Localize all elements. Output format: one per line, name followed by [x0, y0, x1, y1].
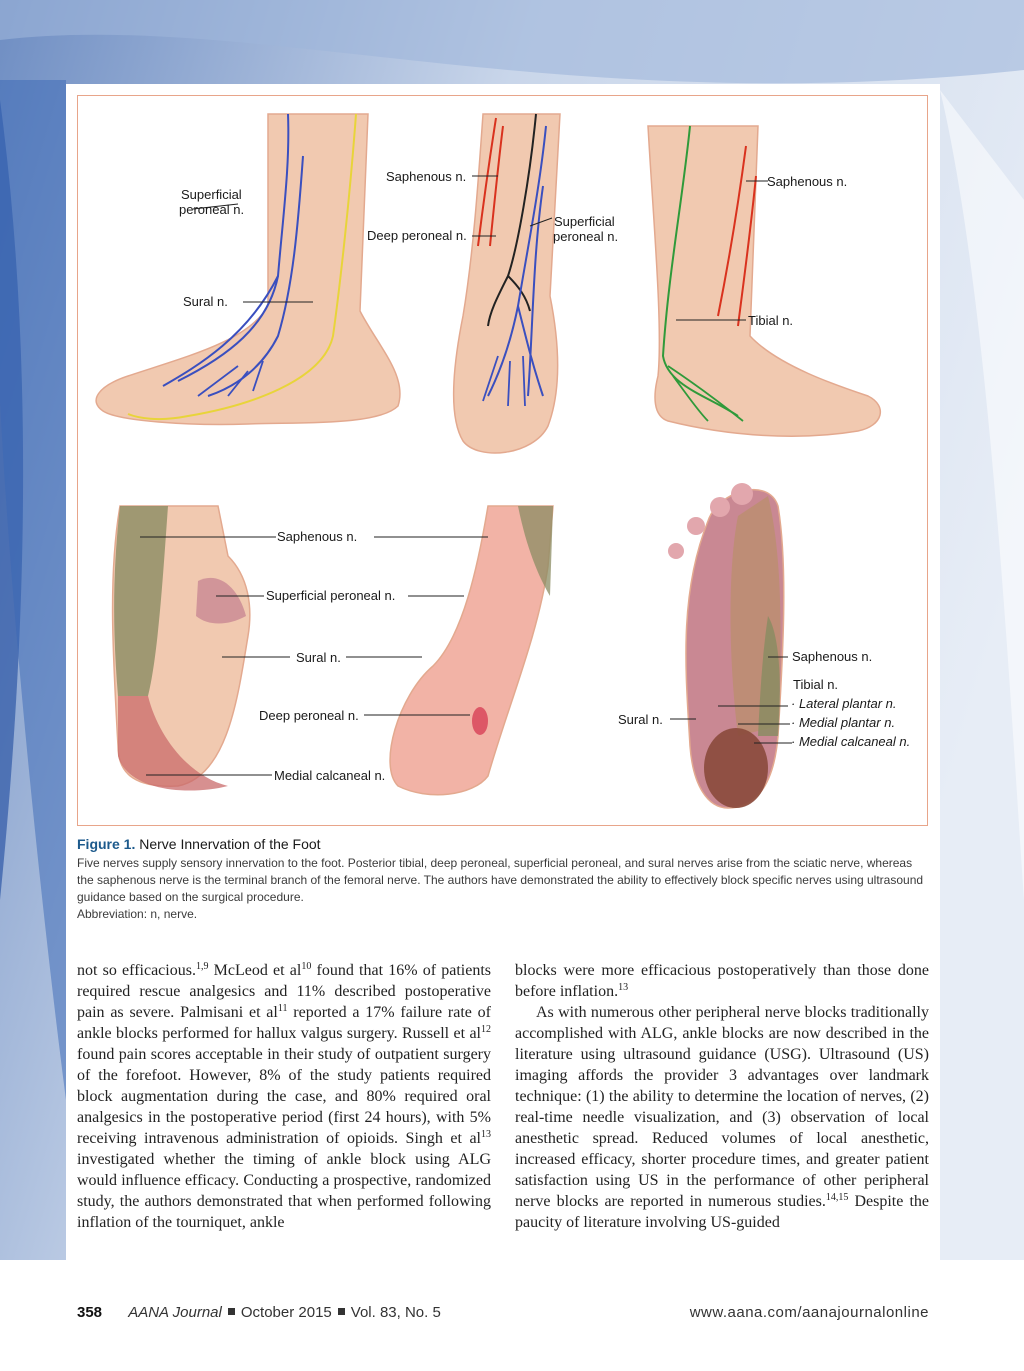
text-run: McLeod et al — [208, 962, 302, 979]
label-deep-peroneal-4: Deep peroneal n. — [259, 708, 359, 723]
label-deep-peroneal-2: Deep peroneal n. — [367, 228, 467, 243]
label-sural-1: Sural n. — [183, 294, 228, 309]
label-superficial-peroneal-2: Superficial — [554, 214, 615, 229]
label-sural-5: Sural n. — [618, 712, 663, 727]
citation-ref: 13 — [618, 982, 629, 993]
label-saphenous-2: Saphenous n. — [386, 169, 467, 184]
separator-square-icon — [228, 1308, 235, 1315]
citation-ref: 14,15 — [825, 1192, 849, 1203]
page-sheet — [66, 84, 940, 1260]
label-tibial-5: Tibial n. — [793, 677, 839, 692]
label-medial-calcaneal-5: · Medial calcaneal n. — [791, 734, 911, 749]
label-superficial-peroneal-1: Superficial — [181, 187, 242, 202]
panel-medial-foot — [648, 126, 880, 436]
label-saphenous-4: Saphenous n. — [277, 529, 358, 544]
label-medial-plantar-5: · Medial plantar n. — [791, 715, 896, 730]
issue-date: October 2015 — [240, 1304, 332, 1321]
citation-ref: 10 — [301, 961, 312, 972]
label-medial-calcaneal-4: Medial calcaneal n. — [274, 768, 386, 783]
body-column-right — [515, 960, 929, 1233]
panel-dermatomes-plantar — [668, 483, 792, 808]
text-run: As with numerous other peripheral nerve blocks traditionally accomplished with ALG, ankle blocks are now described in the literature using ultrasound guidance (USG). Ultrasound (US) imaging affords the provider 3 advantages over landmark technique: (1) the ability to determine the location of nerves, (2) real-time needle visualization, and (3) observation of local anesthetic spread. Reduced volumes of local anesthetic, increased efficacy, shorter procedure times, and greater patient satisfaction using US in the performance of other peripheral nerve blocks are reported in numerous studies. — [515, 1004, 929, 1210]
paragraph — [515, 1002, 929, 1233]
label-lateral-plantar-5: · Lateral plantar n. — [791, 696, 897, 711]
page-number: 358 — [77, 1304, 103, 1321]
paragraph — [515, 960, 929, 1002]
panel-lateral-foot — [96, 114, 400, 424]
volume-number: Vol. 83, No. 5 — [350, 1304, 441, 1321]
label-sural-4: Sural n. — [296, 650, 341, 665]
figure-caption — [77, 836, 928, 923]
text-run: investigated whether the timing of ankle block using ALG would influence efficacy. Conducting a prospective, randomized study, the authors demonstrated that when performed following inflation of the tourniquet, ankle — [77, 1151, 491, 1231]
caption-heading — [77, 836, 928, 852]
caption-title: Nerve Innervation of the Foot — [139, 836, 321, 852]
caption-body: Five nerves supply sensory innervation to the foot. Posterior tibial, deep peroneal, superficial peroneal, and sural nerves arise from the sciatic nerve, whereas the saphenous nerve is the terminal branch of the femoral nerve. The authors have demonstrated the ability to effectively block specific nerves using ultrasound guidance based on the surgical procedure. — [77, 856, 924, 904]
paragraph — [77, 960, 491, 1233]
separator-square-icon — [338, 1308, 345, 1315]
text-run: reported a 17% failure rate of ankle blocks performed for hallux valgus surgery. Russell et al — [77, 1004, 491, 1042]
figure-1 — [77, 95, 928, 826]
page-footer — [77, 1304, 929, 1326]
citation-ref: 1,9 — [195, 961, 209, 972]
foot-nerve-illustration — [78, 96, 929, 827]
label-tibial-3: Tibial n. — [748, 313, 794, 328]
text-run: Despite the paucity of literature involving US-guided — [515, 1193, 929, 1231]
caption-abbreviation: Abbreviation: n, nerve. — [77, 907, 198, 921]
label-saphenous-5: Saphenous n. — [792, 649, 873, 664]
journal-name: AANA Journal — [128, 1304, 222, 1321]
caption-number: Figure 1. — [77, 836, 136, 852]
citation-ref: 11 — [277, 1003, 288, 1014]
text-run: found pain scores acceptable in their study of outpatient surgery of the forefoot. However, 8% of the study patients required block augmentation during the case, and 80% required oral analgesics in the postoperative period (first 24 hours), with 5% receiving intravenous administration of opioids. Singh et al — [77, 1046, 491, 1147]
text-run: found that 16% of patients required rescue analgesics and 11% described postoperative pain as severe. Palmisani et al — [77, 962, 492, 1021]
label-superficial-peroneal-2b: peroneal n. — [553, 229, 619, 244]
text-run: blocks were more efficacious postoperatively than those done before inflation. — [515, 962, 929, 1000]
panel-anterior-foot — [454, 114, 560, 453]
citation-ref: 12 — [481, 1024, 491, 1035]
label-saphenous-3: Saphenous n. — [767, 174, 848, 189]
label-superficial-peroneal-1b: peroneal n. — [179, 202, 245, 217]
journal-url[interactable]: www.aana.com/aanajournalonline — [689, 1304, 929, 1321]
label-superficial-peroneal-4: Superficial peroneal n. — [266, 588, 396, 603]
citation-ref: 13 — [481, 1129, 491, 1140]
text-run: not so efficacious. — [77, 962, 196, 979]
body-column-left — [77, 960, 491, 1233]
